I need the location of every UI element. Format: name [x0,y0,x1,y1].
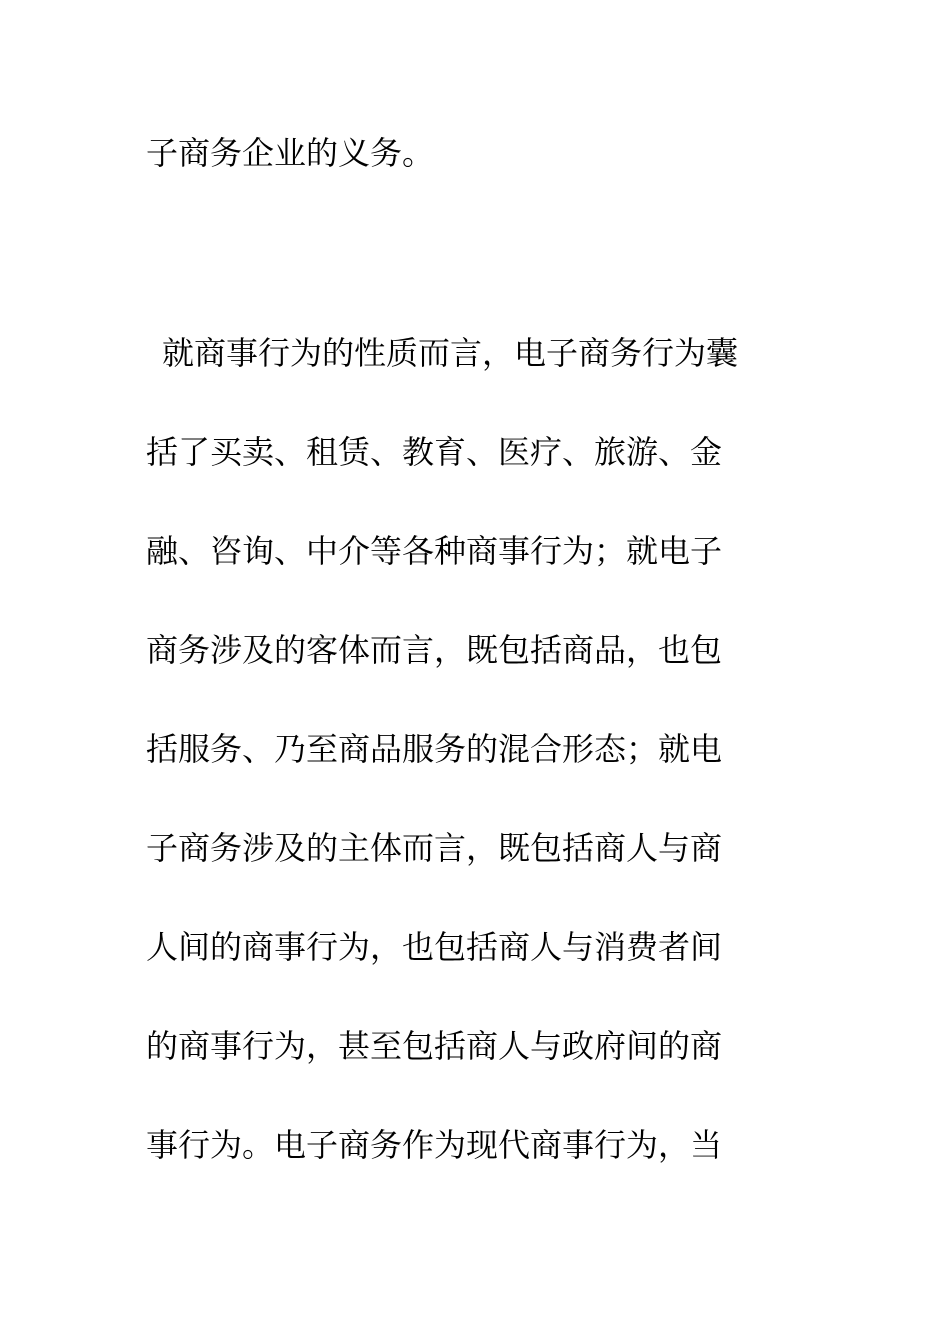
text-line: 融、咨询、中介等各种商事行为；就电子 [146,532,723,570]
text-line: 事行为。电子商务作为现代商事行为，当 [146,1126,723,1164]
text-line: 子商务涉及的主体而言，既包括商人与商 [146,829,723,867]
text-line: 就商事行为的性质而言，电子商务行为囊 [162,334,739,372]
text-line: 括了买卖、租赁、教育、医疗、旅游、金 [146,433,723,471]
text-line: 子商务企业的义务。 [146,134,435,172]
text-line: 的商事行为，甚至包括商人与政府间的商 [146,1027,723,1065]
text-line: 人间的商事行为，也包括商人与消费者间 [146,928,723,966]
text-line: 括服务、乃至商品服务的混合形态；就电 [146,730,723,768]
text-line: 商务涉及的客体而言，既包括商品，也包 [146,631,723,669]
